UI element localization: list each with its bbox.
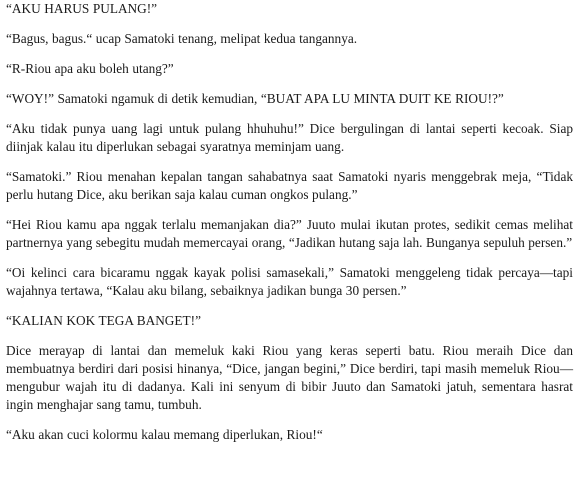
paragraph-4: “WOY!” Samatoki ngamuk di detik kemudian, “BUAT APA LU MINTA DUIT KE RIOU!?”: [6, 91, 504, 106]
paragraph-2: “Bagus, bagus.“ ucap Samatoki tenang, melipat kedua tangannya.: [6, 31, 358, 46]
paragraph-8: “Oi kelinci cara bicaramu nggak kayak polisi samasekali,” Samatoki menggeleng tidak percaya—tapi wajahnya tertawa, “Kalau aku bilang, sebaiknya jadikan bunga 30 persen.”: [6, 265, 573, 298]
paragraph-gap: [6, 300, 573, 312]
paragraph-gap: [6, 108, 573, 120]
paragraph-gap: [6, 156, 573, 168]
paragraph-gap: [6, 48, 573, 60]
paragraph-5: “Aku tidak punya uang lagi untuk pulang hhuhuhu!” Dice bergulingan di lantai seperti kecoak. Siap diinjak kalau itu diperlukan sebagai syaratnya meminjam uang.: [6, 121, 573, 154]
paragraph-gap: [6, 414, 573, 426]
paragraph-11: “Aku akan cuci kolormu kalau memang diperlukan, Riou!“: [6, 427, 323, 442]
paragraph-gap: [6, 18, 573, 30]
paragraph-1: “AKU HARUS PULANG!”: [6, 1, 158, 16]
paragraph-gap: [6, 78, 573, 90]
paragraph-gap: [6, 204, 573, 216]
paragraph-7: “Hei Riou kamu apa nggak terlalu memanjakan dia?” Juuto mulai ikutan protes, sedikit cemas melihat partnernya yang sebegitu mudah memercayai orang, “Jadikan hutang saja lah. Bunganya sepuluh persen.”: [6, 217, 573, 250]
paragraph-6: “Samatoki.” Riou menahan kepalan tangan sahabatnya saat Samatoki nyaris menggebrak meja, “Tidak perlu hutang Dice, aku berikan saja kalau cuman ongkos pulang.”: [6, 169, 573, 202]
paragraph-9: “KALIAN KOK TEGA BANGET!”: [6, 313, 201, 328]
paragraph-gap: [6, 252, 573, 264]
paragraph-10: Dice merayap di lantai dan memeluk kaki Riou yang keras seperti batu. Riou meraih Dice dan membuatnya berdiri dari posisi hinanya, “Dice, jangan begini,” Dice berdiri, tapi masih memeluk Riou—mengubur wajah itu di dadanya. Kali ini senyum di bibir Juuto dan Samatoki jatuh, sementara hasrat ingin menghajar sang tamu, tumbuh.: [6, 343, 573, 412]
paragraph-3: “R-Riou apa aku boleh utang?”: [6, 61, 174, 76]
paragraph-gap: [6, 330, 573, 342]
